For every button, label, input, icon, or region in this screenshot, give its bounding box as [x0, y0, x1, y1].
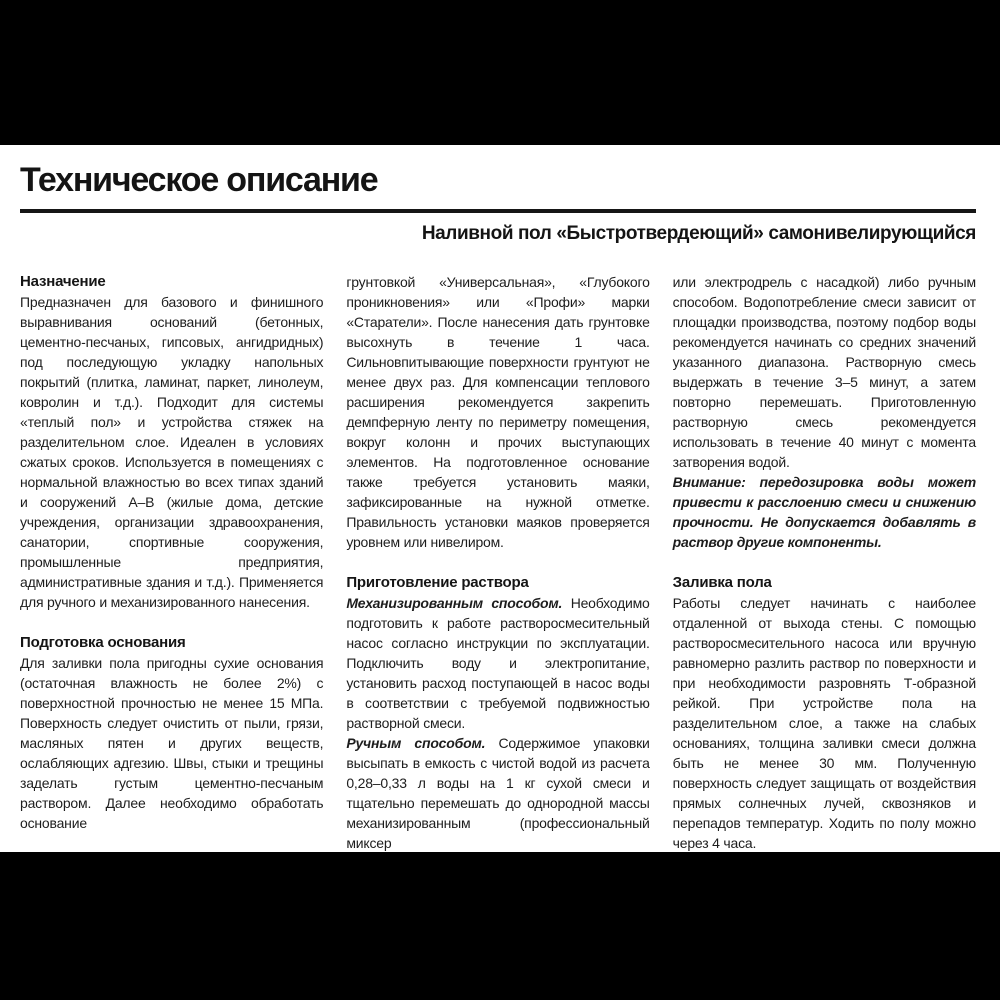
paragraph-lead: Механизированным способом. [346, 595, 571, 611]
top-black-bar [0, 0, 1000, 145]
section-heading: Заливка пола [672, 574, 772, 591]
page-title: Техническое описание [20, 161, 378, 199]
text-column-1 [20, 272, 323, 852]
body-paragraph: Работы следует начинать с наиболее отдаленной от выхода стены. С помощью растворосмесительного насоса или вручную равномерно разлить раствор по поверхности и при необходимости разровнять Т-образной рейкой. При устройстве пола на разделительном слое, а также на слабых основаниях, толщина заливки смеси должна быть не менее 30 мм. Полученную поверхность следует защищать от воздействия прямых солнечных лучей, сквозняков и перепадов температур. Ходить по полу можно через 4 часа. [672, 595, 976, 851]
text-column-3 [673, 272, 976, 852]
section-heading: Подготовка основания [20, 634, 186, 651]
document-content [0, 145, 1000, 852]
section-heading: Приготовление раствора [346, 574, 529, 591]
body-paragraph: или электродрель с насадкой) либо ручным способом. Водопотребление смеси зависит от площадки производства, поэтому подбор воды рекомендуется начинать со средних значений указанного диапазона. Растворную смесь выдержать в течение 3–5 минут, а затем повторно перемешать. Приготовленную растворную смесь рекомендуется использовать в течение 40 минут с момента затворения водой. [672, 274, 976, 470]
body-paragraph: Для заливки пола пригодны сухие основания (остаточная влажность не более 2%) с поверхностной прочностью не менее 15 МПа. Поверхность следует очистить от пыли, грязи, масляных пятен и других веществ, ослабляющих адгезию. Швы, стыки и трещины заделать густым цементно-песчаным раствором. Далее необходимо обработать основание [20, 655, 324, 831]
body-paragraph: Механизированным способом. Необходимо подготовить к работе растворосмесительный насос согласно инструкции по эксплуатации. Подключить воду и электропитание, установить расход поступающей в насос воды в соответствии с требуемой подвижностью растворной смеси. [346, 595, 650, 731]
warning-paragraph: Внимание: передозировка воды может привести к расслоению смеси и снижению прочности. Не допускается добавлять в раствор другие компоненты. [672, 474, 976, 550]
bottom-black-bar [0, 852, 1000, 1000]
title-rule [20, 209, 976, 213]
body-paragraph: Ручным способом. Содержимое упаковки высыпать в емкость с чистой водой из расчета 0,28–0,33 л воды на 1 кг сухой смеси и тщательно перемешать до однородной массы механизированным (профессиональный миксер [346, 735, 650, 851]
text-column-2 [346, 272, 649, 852]
paragraph-lead: Ручным способом. [346, 735, 499, 751]
text-columns [20, 272, 976, 852]
body-paragraph: грунтовкой «Универсальная», «Глубокого проникновения» или «Профи» марки «Старатели». После нанесения дать грунтовке высохнуть в течение 1 часа. Сильновпитывающие поверхности грунтуют не менее двух раз. Для компенсации теплового расширения рекомендуется закрепить демпферную ленту по периметру помещения, вокруг колонн и прочих выступающих элементов. На подготовленное основание также требуется установить маяки, зафиксированные на нужной отметке. Правильность установки маяков проверяется уровнем или нивелиром. [346, 274, 650, 550]
body-paragraph: Предназначен для базового и финишного выравнивания оснований (бетонных, цементно-песчаных, гипсовых, ангидридных) под последующую укладку напольных покрытий (плитка, ламинат, паркет, линолеум, ковролин и т.д.). Подходит для системы «теплый пол» и устройства стяжек на разделительном слое. Идеален в условиях сжатых сроков. Используется в помещениях с нормальной влажностью во всех типах зданий и сооружений А–В (жилые дома, детские учреждения, организации здравоохранения, санатории, спортивные сооружения, промышленные предприятия, административные здания и т.д.). Применяется для ручного и механизированного нанесения. [20, 294, 324, 610]
product-subtitle: Наливной пол «Быстротвердеющий» самонивелирующийся [421, 223, 976, 244]
section-heading: Назначение [20, 273, 106, 290]
